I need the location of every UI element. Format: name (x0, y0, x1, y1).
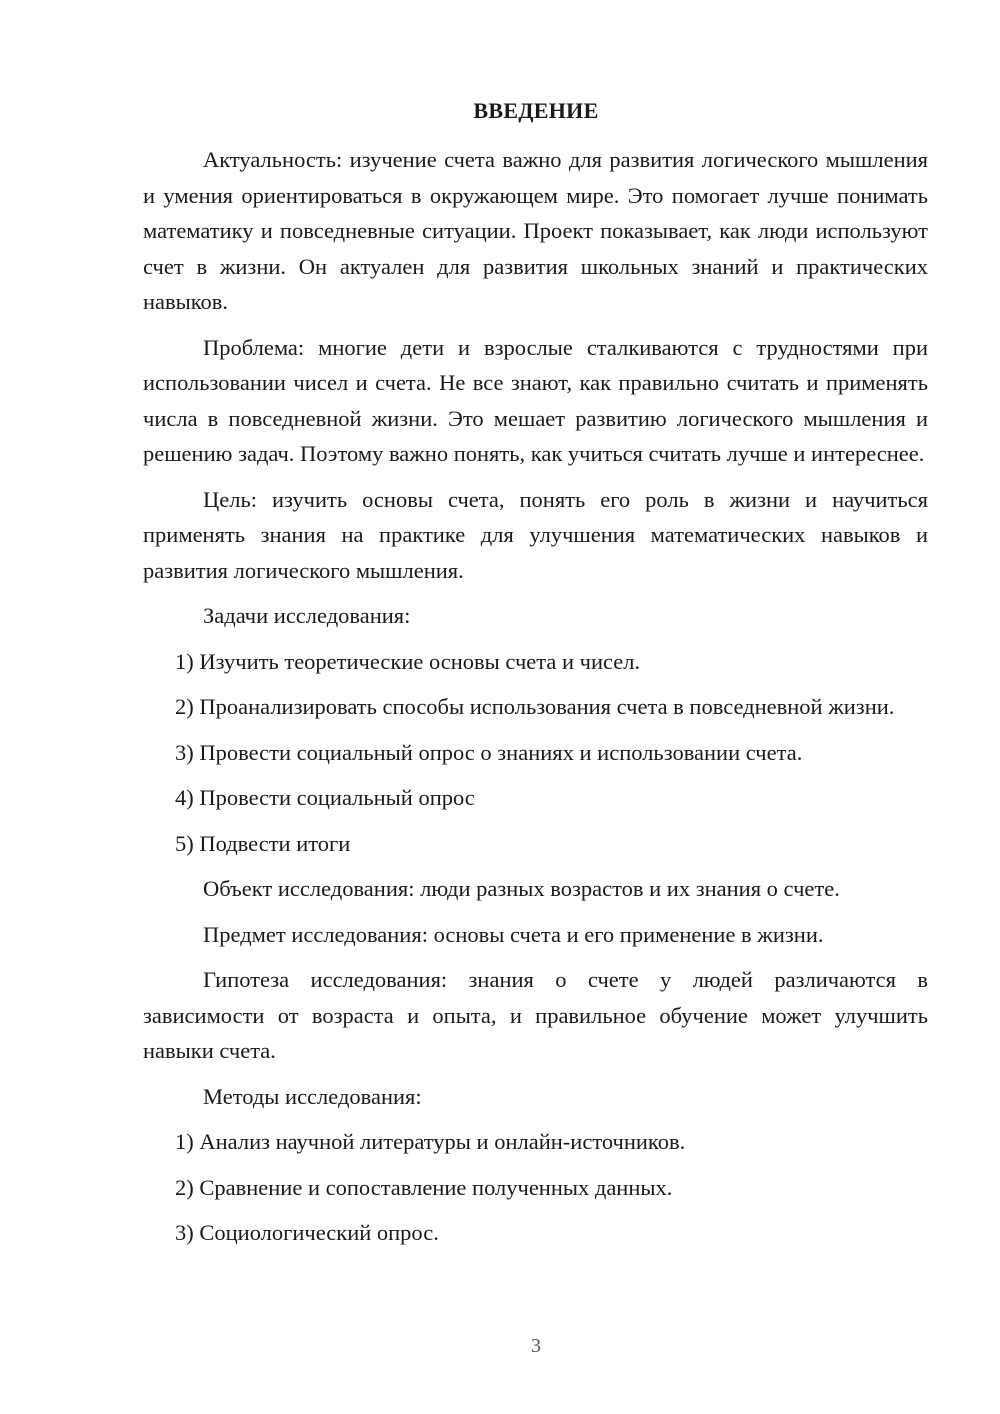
method-item: 1) Анализ научной литературы и онлайн-источников. (175, 1129, 686, 1154)
task-item: 1) Изучить теоретические основы счета и чисел. (175, 648, 641, 674)
task-item: 2) Проанализировать способы использования счета в повседневной жизни. (175, 694, 895, 719)
task-item: 3) Провести социальный опрос о знаниях и использовании счета. (175, 739, 803, 765)
method-item: 2) Сравнение и сопоставление полученных данных. (175, 1174, 673, 1200)
goal-paragraph: Цель: изучить основы счета, понять его роль в жизни и научиться применять знания на практике для улучшения математических навыков и развития логического мышления. (143, 486, 928, 583)
page-body (143, 142, 928, 1261)
methods-heading: Методы исследования: (203, 1083, 422, 1109)
page-title: ВВЕДЕНИЕ (473, 98, 599, 123)
task-item: 5) Подвести итоги (175, 830, 351, 856)
method-item: 3) Социологический опрос. (175, 1220, 439, 1245)
problem-paragraph: Проблема: многие дети и взрослые сталкиваются с трудностями при использовании чисел и счета. Не все знают, как правильно считать и применять числа в повседневной жизни. Это мешает развитию логического мышления и решению задач. Поэтому важно понять, как учиться считать лучше и интереснее. (143, 334, 928, 466)
task-item: 4) Провести социальный опрос (175, 785, 475, 810)
page-number: 3 (531, 1335, 541, 1357)
object-paragraph: Объект исследования: люди разных возрастов и их знания о счете. (203, 876, 840, 901)
subject-paragraph: Предмет исследования: основы счета и его применение в жизни. (203, 921, 824, 947)
tasks-heading: Задачи исследования: (203, 603, 411, 628)
hypothesis-paragraph: Гипотеза исследования: знания о счете у людей различаются в зависимости от возраста и опыта, и правильное обучение может улучшить навыки счета. (143, 967, 928, 1063)
relevance-paragraph: Актуальность: изучение счета важно для развития логического мышления и умения ориентироваться в окружающем мире. Это помогает лучше понимать математику и повседневные ситуации. Проект показывает, как люди используют счет в жизни. Он актуален для развития школьных знаний и практических навыков. (143, 147, 928, 314)
